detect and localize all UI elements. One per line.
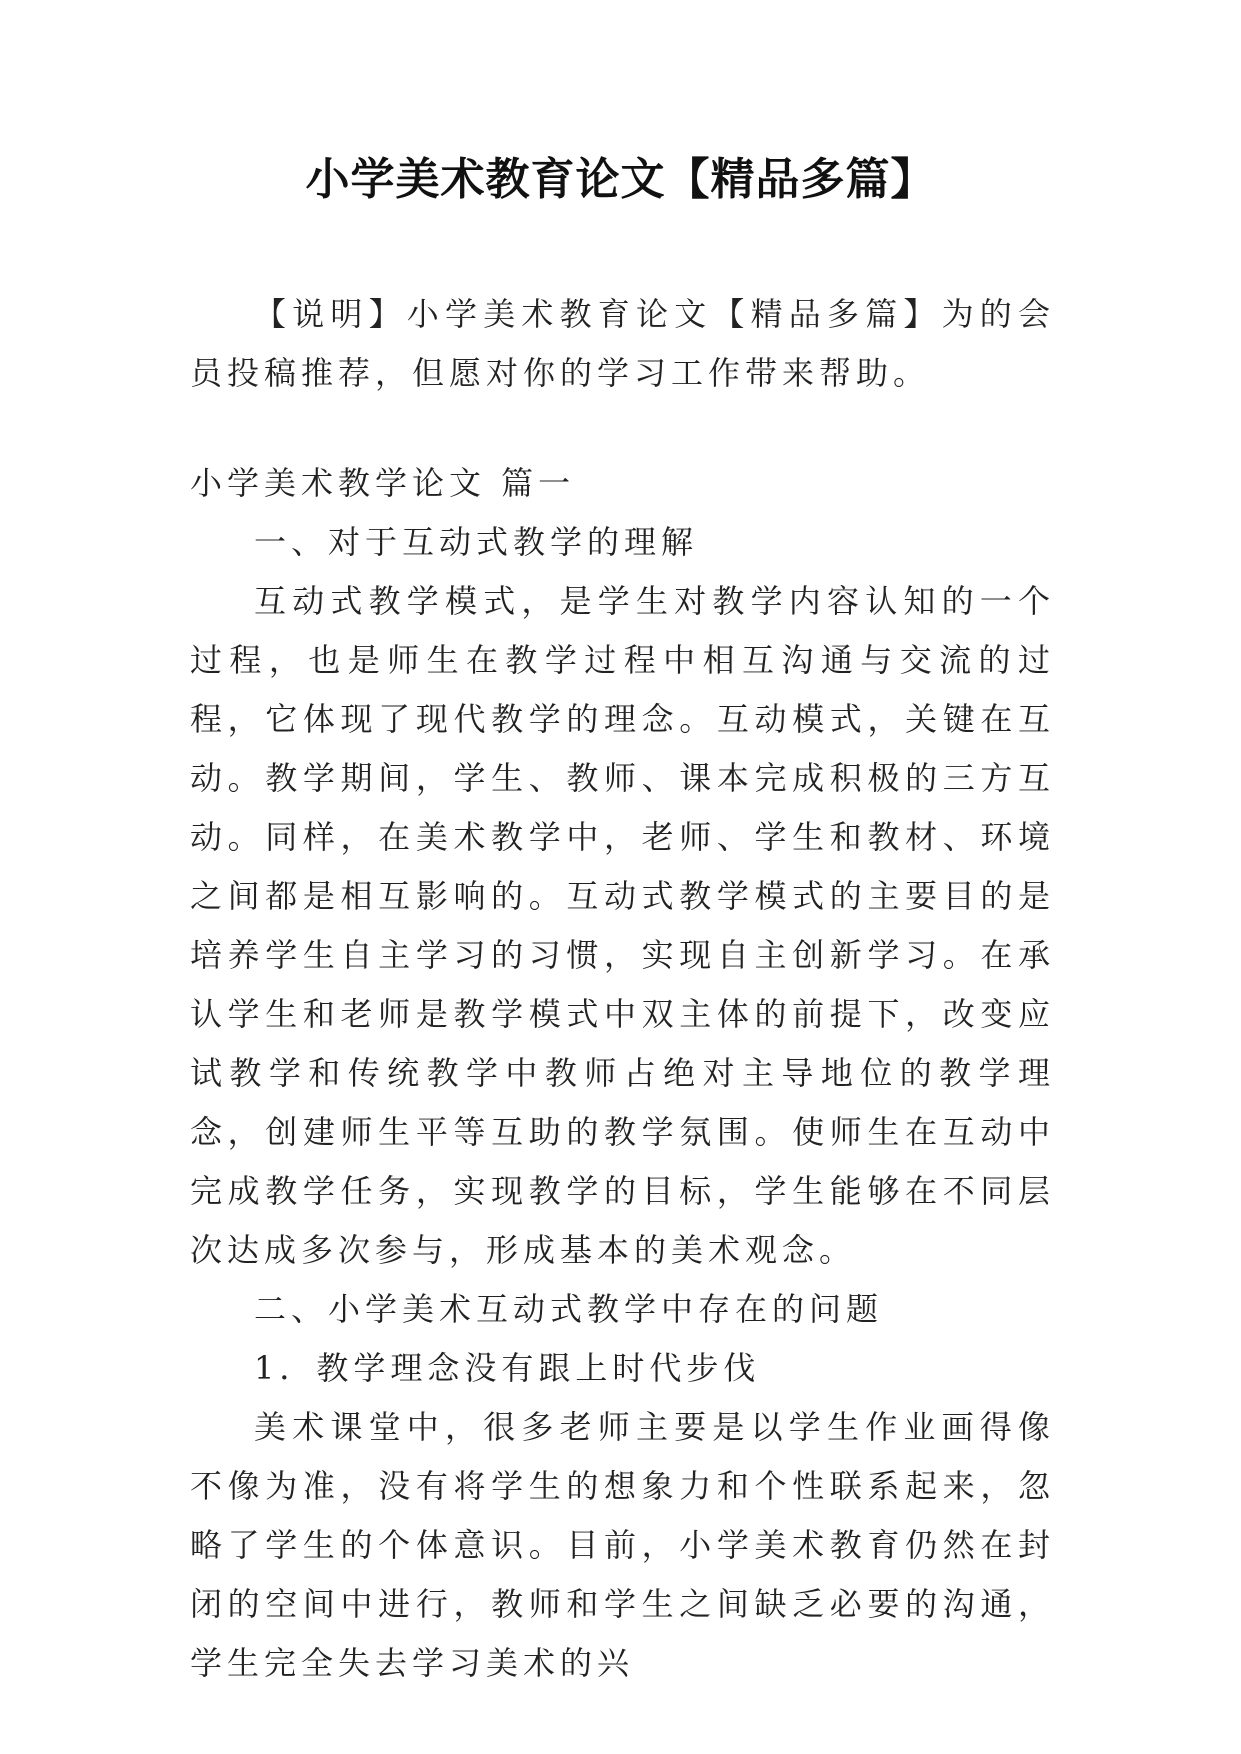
body-paragraph: 美术课堂中，很多老师主要是以学生作业画得像不像为准，没有将学生的想象力和个性联系起来，忽略了学生的个体意识。目前，小学美术教育仍然在封闭的空间中进行，教师和学生之间缺乏必要的沟通，学生完全失去学习美术的兴 [190,1408,1055,1682]
intro-paragraph: 【说明】小学美术教育论文【精品多篇】为的会员投稿推荐，但愿对你的学习工作带来帮助。 [190,295,1055,392]
document-body [190,285,1055,1693]
heading-existing-problems: 二、小学美术互动式教学中存在的问题 [254,1290,884,1328]
subheading-teaching-concept: 1．教学理念没有跟上时代步伐 [254,1349,761,1387]
heading-understanding-interactive-teaching: 一、对于互动式教学的理解 [254,523,699,561]
section-title: 小学美术教学论文 篇一 [190,464,576,502]
body-paragraph: 互动式教学模式，是学生对教学内容认知的一个过程，也是师生在教学过程中相互沟通与交流的过程，它体现了现代教学的理念。互动模式，关键在互动。教学期间，学生、教师、课本完成积极的三方互动。同样，在美术教学中，老师、学生和教材、环境之间都是相互影响的。互动式教学模式的主要目的是培养学生自主学习的习惯，实现自主创新学习。在承认学生和老师是教学模式中双主体的前提下，改变应试教学和传统教学中教师占绝对主导地位的教学理念，创建师生平等互助的教学氛围。使师生在互动中完成教学任务，实现教学的目标，学生能够在不同层次达成多次参与，形成基本的美术观念。 [190,582,1055,1269]
document-title: 小学美术教育论文【精品多篇】 [305,154,936,205]
